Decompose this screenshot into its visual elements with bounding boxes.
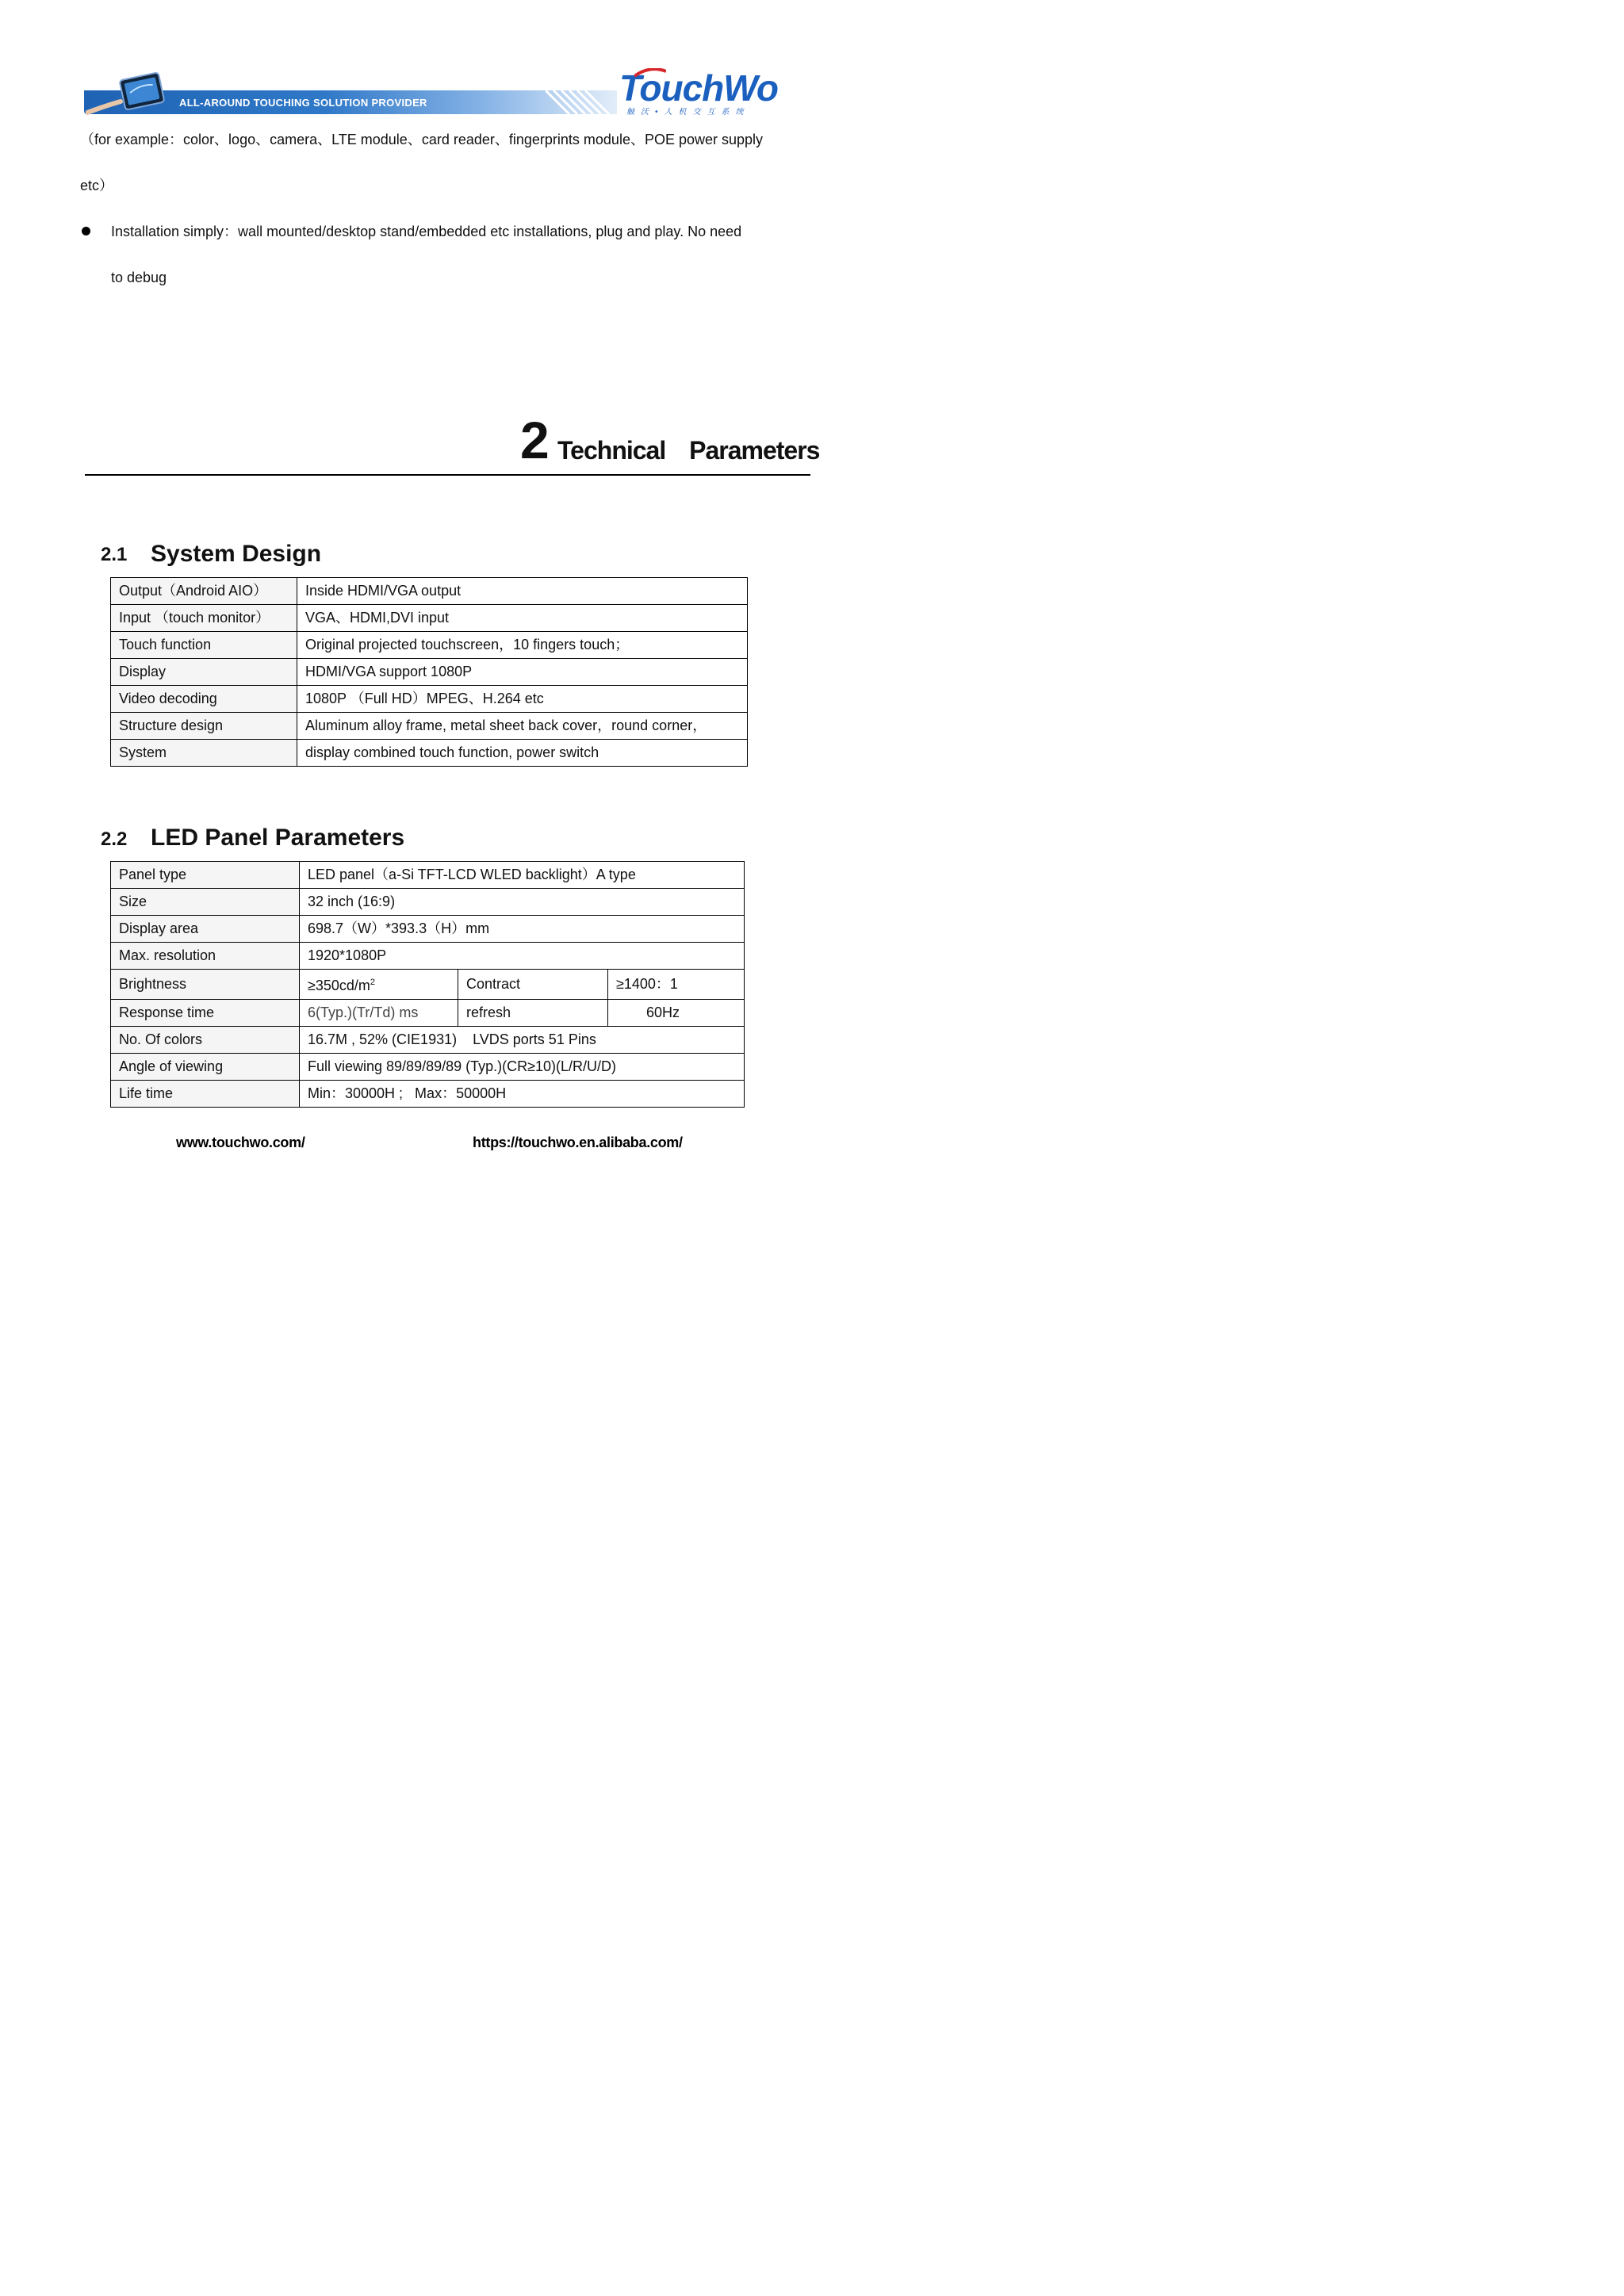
param-name: Touch function (111, 632, 297, 659)
param-name: Display (111, 659, 297, 686)
chapter-number: 2 (520, 411, 548, 469)
table-row (111, 943, 745, 970)
table-row (111, 862, 745, 889)
system-design-table (110, 577, 748, 767)
param-value: 6(Typ.)(Tr/Td) ms (300, 1000, 458, 1027)
banner-slogan: ALL-AROUND TOUCHING SOLUTION PROVIDER (179, 97, 427, 109)
param-value: Original projected touchscreen，10 fingers touch； (297, 632, 748, 659)
bullet-line-2: to debug (111, 270, 167, 285)
section-title: LED Panel Parameters (151, 825, 405, 851)
param-value: 32 inch (16:9) (300, 889, 745, 916)
param-name: Life time (111, 1081, 300, 1108)
table-row (111, 1000, 745, 1027)
footer-alibaba-link[interactable]: https://touchwo.en.alibaba.com/ (473, 1135, 683, 1150)
param-name: Structure design (111, 713, 297, 740)
chapter-divider (85, 474, 810, 476)
logo-swoosh-icon (634, 68, 666, 78)
tablet-touch-icon (86, 71, 173, 116)
param-value (300, 970, 458, 1000)
param-name: Size (111, 889, 300, 916)
table-row (111, 605, 748, 632)
param-name: Video decoding (111, 686, 297, 713)
table-row (111, 740, 748, 767)
param-name: Response time (111, 1000, 300, 1027)
param-value: ≥1400：1 (608, 970, 745, 1000)
table-row (111, 1054, 745, 1081)
superscript: 2 (370, 978, 376, 987)
param-value: Min：30000H ; Max：50000H (300, 1081, 745, 1108)
param-name: Angle of viewing (111, 1054, 300, 1081)
table-row (111, 1027, 745, 1054)
param-value: Aluminum alloy frame, metal sheet back cover，round corner， (297, 713, 748, 740)
intro-line-2: etc） (80, 178, 114, 193)
param-value: HDMI/VGA support 1080P (297, 659, 748, 686)
brightness-value: ≥350cd/m (308, 978, 370, 993)
param-name: Display area (111, 916, 300, 943)
param-value: LED panel（a-Si TFT-LCD WLED backlight）A type (300, 862, 745, 889)
param-value: 698.7（W）*393.3（H）mm (300, 916, 745, 943)
footer-website-link[interactable]: www.touchwo.com/ (176, 1135, 305, 1150)
touchwo-logo: TouchWo (619, 67, 778, 109)
param-name: Contract (458, 970, 608, 1000)
param-name: refresh (458, 1000, 608, 1027)
table-row (111, 686, 748, 713)
param-value: Inside HDMI/VGA output (297, 578, 748, 605)
table-row (111, 1081, 745, 1108)
param-value: 60Hz (608, 1000, 745, 1027)
table-row (111, 632, 748, 659)
param-value: 1920*1080P (300, 943, 745, 970)
param-name: No. Of colors (111, 1027, 300, 1054)
param-name: Output（Android AIO） (111, 578, 297, 605)
param-name: Max. resolution (111, 943, 300, 970)
intro-line-1: （for example：color、logo、camera、LTE module、card reader、fingerprints module、POE power supply (80, 132, 764, 147)
param-value: 1080P （Full HD）MPEG、H.264 etc (297, 686, 748, 713)
param-name: System (111, 740, 297, 767)
param-value: 16.7M , 52% (CIE1931) LVDS ports 51 Pins (300, 1027, 745, 1054)
param-name: Brightness (111, 970, 300, 1000)
param-name: Panel type (111, 862, 300, 889)
param-name: Input （touch monitor） (111, 605, 297, 632)
table-row (111, 916, 745, 943)
param-value: Full viewing 89/89/89/89 (Typ.)(CR≥10)(L/R/U/D) (300, 1054, 745, 1081)
section-number: 2.2 (101, 828, 128, 850)
param-value: VGA、HDMI,DVI input (297, 605, 748, 632)
chapter-title: Technical Parameters (557, 436, 820, 465)
table-row (111, 889, 745, 916)
table-row (111, 713, 748, 740)
section-number: 2.1 (101, 544, 128, 565)
logo-subtitle: 触沃•人机交互系统 (626, 108, 750, 117)
table-row (111, 970, 745, 1000)
bullet-dot-icon (82, 227, 90, 235)
led-panel-table (110, 861, 745, 1108)
table-row (111, 578, 748, 605)
bullet-line-1: Installation simply：wall mounted/desktop stand/embedded etc installations, plug and play. No need (111, 224, 742, 239)
param-value: display combined touch function, power switch (297, 740, 748, 767)
section-title: System Design (151, 541, 322, 567)
banner-stripes-decoration (546, 90, 617, 114)
table-row (111, 659, 748, 686)
